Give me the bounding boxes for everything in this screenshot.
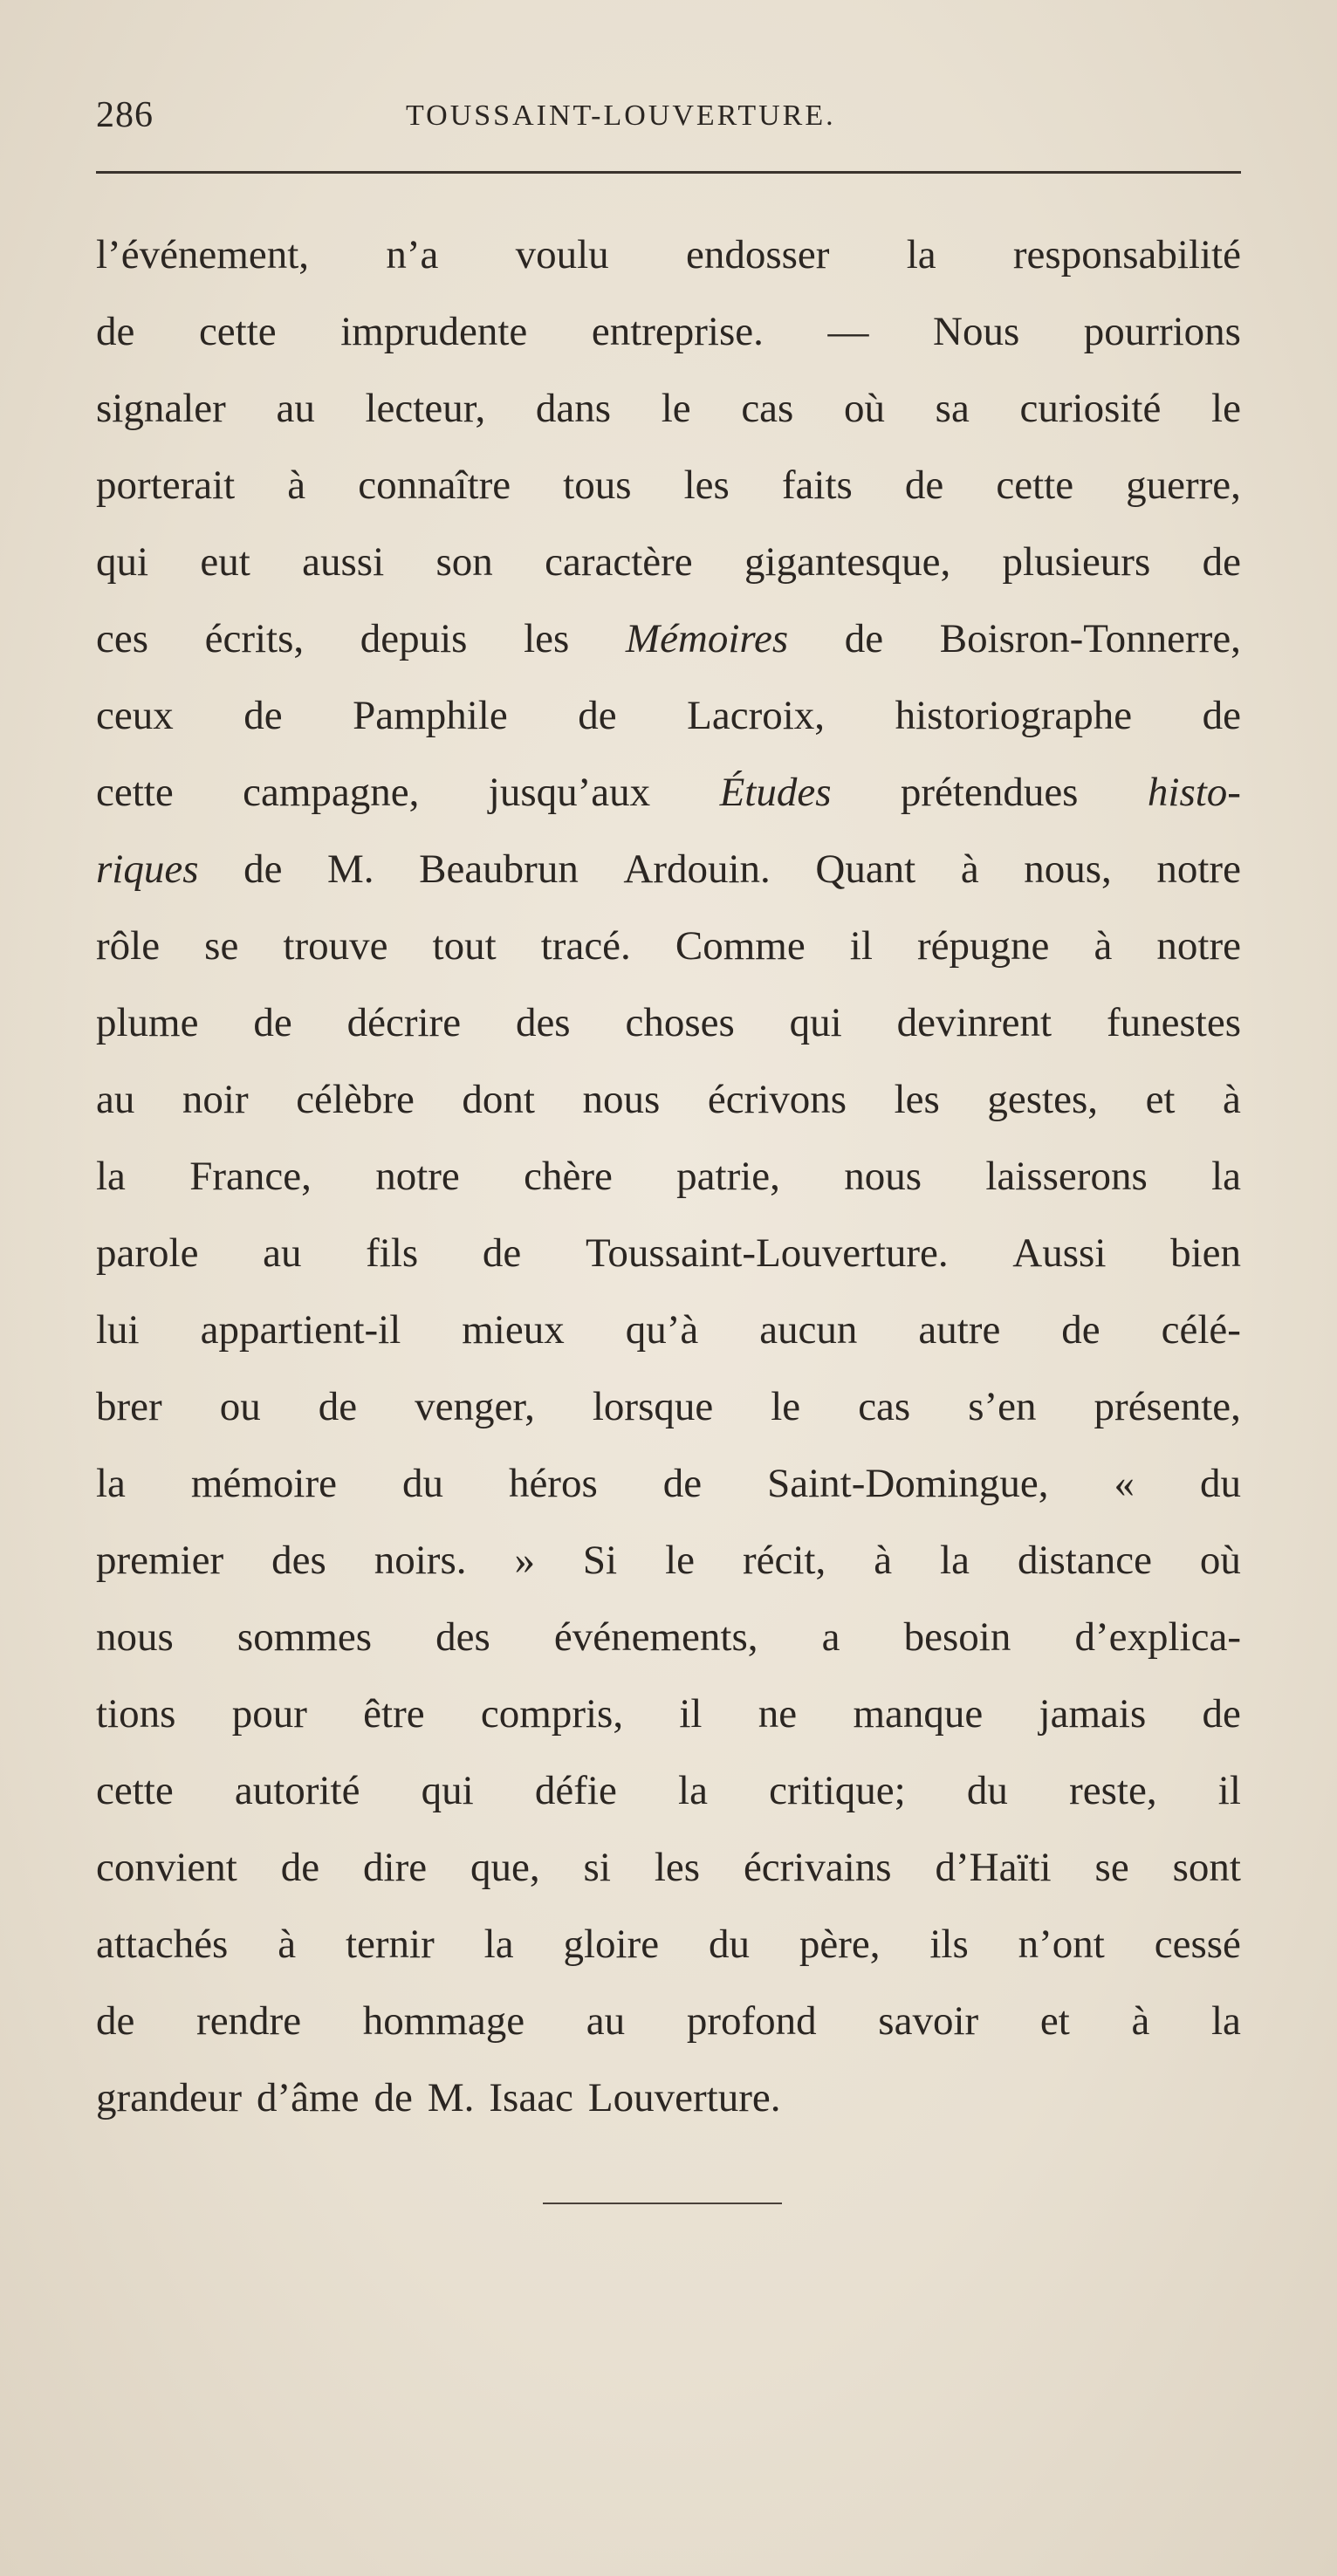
word: France, [189,1154,312,1199]
word: se [204,923,239,969]
word: n’a [386,232,439,277]
word: de [243,693,283,738]
word: rendre [196,1998,302,2044]
word: » [514,1538,535,1583]
word: cas [858,1384,911,1429]
word: de [253,1000,292,1045]
word: choses [625,1000,735,1045]
word: eut [200,539,250,585]
word: il [849,923,873,969]
word: jamais [1039,1691,1147,1737]
word: lorsque [592,1384,714,1429]
text-line [96,1983,1241,2059]
word: les [524,616,570,661]
header-rule [96,171,1241,174]
word: ils [929,1922,969,1967]
word: écrits, [204,616,305,661]
word: d’explica- [1074,1614,1241,1660]
text-line [96,1291,1241,1368]
text-line [96,754,1241,831]
word: endosser [685,232,830,277]
word: de [280,1845,320,1890]
word: la [483,1922,514,1967]
text-line [96,370,1241,447]
text-line [96,1906,1241,1983]
word: Comme [675,923,806,969]
word: de [96,309,135,354]
word: la [1210,1998,1241,2044]
word: lui [96,1307,140,1353]
word: plusieurs [1002,539,1151,585]
word: profond [686,1998,817,2044]
word: « [1114,1461,1135,1506]
word: autorité [234,1768,360,1813]
word: Louverture. [587,2075,781,2120]
word: Isaac [489,2075,573,2120]
word: besoin [903,1614,1011,1660]
word: distance [1017,1538,1152,1583]
word: cette [96,770,174,815]
word: et [1145,1077,1176,1122]
word: convient [96,1845,237,1890]
word: à [1131,1998,1150,2044]
word: ternir [345,1922,435,1967]
running-head [96,94,1241,147]
word: rôle [96,923,161,969]
word: où [1199,1538,1241,1583]
word: guerre, [1126,462,1241,508]
word: patrie, [676,1154,780,1199]
word: tracé. [540,923,631,969]
word: fils [366,1230,419,1276]
word: connaître [358,462,511,508]
word: nous [582,1077,661,1122]
word: l’événement, [96,232,310,277]
word: Beaubrun [419,846,579,892]
word: son [435,539,493,585]
word: décrire [346,1000,462,1045]
word: hommage [362,1998,525,2044]
word: tions [96,1691,176,1737]
word: célé- [1161,1307,1241,1353]
text-line [96,524,1241,600]
word: le [771,1384,801,1429]
word: Saint-Domingue, [767,1461,1049,1506]
word: faits [781,462,853,508]
word: Mémoires [625,616,789,661]
word: voulu [515,232,609,277]
word: cas [741,386,794,431]
word: campagne, [243,770,420,815]
word: sont [1172,1845,1241,1890]
word: héros [508,1461,598,1506]
text-line [96,216,1241,293]
word: Toussaint-Louverture. [585,1230,949,1276]
word: prétendues [900,770,1079,815]
word: sa [935,386,970,431]
word: plume [96,1000,199,1045]
word: à [1094,923,1113,969]
word: père, [799,1922,881,1967]
word: gestes, [987,1077,1099,1122]
word: M. [327,846,374,892]
word: bien [1170,1230,1241,1276]
word: de [482,1230,522,1276]
word: sommes [237,1614,372,1660]
word: critique; [769,1768,906,1813]
word: brer [96,1384,162,1429]
end-rule [543,2203,782,2204]
word: la [1211,1154,1241,1199]
text-line [96,984,1241,1061]
word: a [821,1614,840,1660]
word: de [1202,693,1241,738]
word: il [679,1691,703,1737]
word: chère [524,1154,613,1199]
word: lecteur, [365,386,486,431]
text-line [96,447,1241,524]
text-line [96,831,1241,908]
word: célèbre [296,1077,415,1122]
word: de [374,2075,413,2120]
word: appartient-il [200,1307,401,1353]
word: du [401,1461,443,1506]
word: gloire [563,1922,660,1967]
word: autre [918,1307,1001,1353]
word: il [1217,1768,1241,1813]
text-line [96,1829,1241,1906]
word: nous [844,1154,922,1199]
word: manque [853,1691,984,1737]
word: cette [96,1768,174,1813]
word: ces [96,616,149,661]
word: de [318,1384,358,1429]
word: reste, [1069,1768,1157,1813]
word: événements, [553,1614,758,1660]
word: — [827,309,869,354]
word: au [586,1998,626,2044]
word: des [515,1000,571,1045]
word: se [1094,1845,1129,1890]
word: la [96,1154,126,1199]
word: cessé [1154,1922,1241,1967]
word: de [1202,1691,1241,1737]
word: du [966,1768,1008,1813]
word: la [96,1461,126,1506]
word: savoir [878,1998,979,2044]
word: mieux [462,1307,565,1353]
word: ou [219,1384,261,1429]
word: caractère [545,539,693,585]
word: de [1202,539,1241,585]
word: noir [182,1077,249,1122]
word: jusqu’aux [488,770,651,815]
word: cette [198,309,277,354]
running-title: TOUSSAINT-LOUVERTURE. [406,99,836,132]
text-line [96,1138,1241,1215]
word: où [844,386,885,431]
word: pourrions [1083,309,1241,354]
word: tout [432,923,497,969]
word: qui [421,1768,474,1813]
word: la [906,232,936,277]
word: aucun [759,1307,858,1353]
word: de [1061,1307,1100,1353]
word: notre [1156,923,1241,969]
word: écrivons [707,1077,847,1122]
word: répugne [916,923,1050,969]
word: dans [535,386,612,431]
text-line [96,1752,1241,1829]
text-line [96,293,1241,370]
text-line [96,1061,1241,1138]
word: de [243,846,283,892]
text-line [96,1368,1241,1445]
text-line [96,1522,1241,1599]
word: écrivains [743,1845,892,1890]
word: les [683,462,730,508]
text-line [96,1215,1241,1291]
word: qui [789,1000,842,1045]
word: devinrent [896,1000,1052,1045]
word: de [662,1461,703,1506]
word: le [665,1538,696,1583]
word: pour [231,1691,307,1737]
word: Aussi [1012,1230,1107,1276]
word: Ardouin. [623,846,771,892]
word: depuis [360,616,468,661]
word: qui [96,539,149,585]
word: de [578,693,617,738]
text-line [96,1445,1241,1522]
word: entreprise. [591,309,764,354]
word: noirs. [374,1538,467,1583]
word: notre [1156,846,1241,892]
word: M. [427,2075,475,2120]
word: parole [96,1230,199,1276]
word: le [661,386,691,431]
word: riques [96,846,199,892]
word: la [678,1768,708,1813]
text-line [96,600,1241,677]
word: du [708,1922,750,1967]
word: être [363,1691,425,1737]
word: la [940,1538,970,1583]
word: les [894,1077,940,1122]
word: à [1223,1077,1241,1122]
body-text [96,216,1241,2136]
word: des [435,1614,490,1660]
word: Boisron-Tonnerre, [939,616,1241,661]
word: notre [375,1154,460,1199]
word: n’ont [1018,1922,1105,1967]
word: le [1211,386,1241,431]
word: Quant [815,846,916,892]
word: Études [719,770,832,815]
word: compris, [480,1691,624,1737]
text-line [96,908,1241,984]
word: si [583,1845,611,1890]
word: gigantesque, [744,539,951,585]
word: ceux [96,693,174,738]
word: dont [462,1077,535,1122]
word: présente, [1094,1384,1241,1429]
word: de [96,1998,135,2044]
word: et [1039,1998,1070,2044]
word: Si [582,1538,618,1583]
word: ne [758,1691,798,1737]
word: défie [534,1768,617,1813]
word: dire [363,1845,428,1890]
word: à [278,1922,297,1967]
text-line [96,677,1241,754]
word: Pamphile [353,693,508,738]
word: à [287,462,306,508]
word: signaler [96,386,226,431]
word: à [874,1538,893,1583]
word: imprudente [340,309,528,354]
word: mémoire [190,1461,337,1506]
word: venger, [415,1384,535,1429]
word: d’âme [257,2075,360,2120]
word: que, [470,1845,540,1890]
word: d’Haïti [935,1845,1052,1890]
page-number: 286 [96,95,154,135]
word: historiographe [895,693,1133,738]
word: nous, [1024,846,1112,892]
word: cette [996,462,1074,508]
word: du [1200,1461,1241,1506]
word: récit, [742,1538,826,1583]
word: grandeur [96,2075,243,2120]
word: de [904,462,944,508]
word: trouve [283,923,388,969]
word: Lacroix, [687,693,826,738]
word: au [276,386,315,431]
word: Nous [933,309,1020,354]
word: s’en [968,1384,1037,1429]
word: histo- [1147,770,1241,815]
text-line [96,1599,1241,1675]
word: au [96,1077,135,1122]
word: tous [563,462,632,508]
word: premier [96,1538,224,1583]
word: à [960,846,979,892]
word: curiosité [1019,386,1162,431]
word: attachés [96,1922,229,1967]
word: des [271,1538,326,1583]
text-line [96,1675,1241,1752]
word: nous [96,1614,174,1660]
word: qu’à [625,1307,699,1353]
word: les [654,1845,701,1890]
word: responsabilité [1012,232,1241,277]
word: au [263,1230,302,1276]
text-line [96,2059,1241,2136]
word: laisserons [985,1154,1148,1199]
word: aussi [302,539,385,585]
word: funestes [1106,1000,1241,1045]
word: porterait [96,462,236,508]
word: de [844,616,884,661]
